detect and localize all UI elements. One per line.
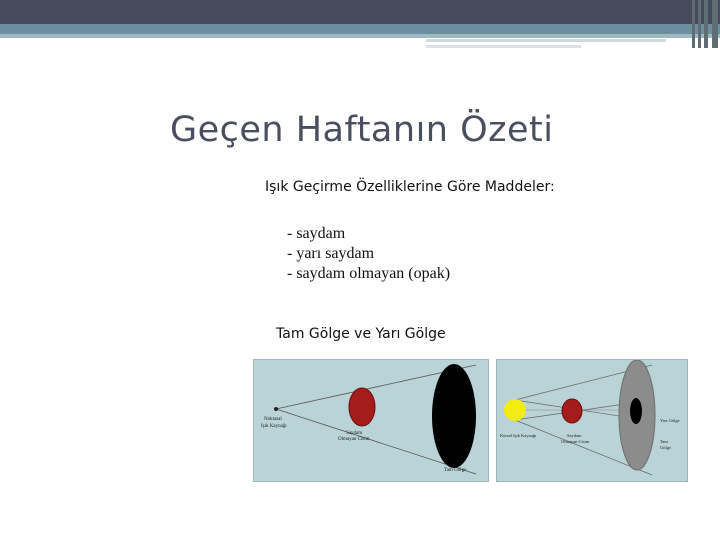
list-item: - yarı saydam xyxy=(287,245,375,262)
label-source: Kürsel Işık Kaynağı xyxy=(500,433,537,438)
label-full-shadow: Gölge xyxy=(660,445,671,450)
sun-light-source xyxy=(504,399,526,421)
list-item: - saydam xyxy=(287,225,346,242)
slide-title: Geçen Haftanın Özeti xyxy=(170,110,554,150)
header-accent-thin xyxy=(0,34,720,38)
label-object: Olmayan Cisim xyxy=(338,437,370,442)
header-bar xyxy=(0,0,720,24)
opaque-object xyxy=(562,399,582,423)
section-heading: Işık Geçirme Özelliklerine Göre Maddeler: xyxy=(265,179,555,195)
label-object: Saydam xyxy=(346,431,363,436)
label-source: Noktasal xyxy=(264,417,282,422)
label-partial-shadow: Yarı Gölge xyxy=(660,418,680,423)
label-object: Saydam xyxy=(567,433,582,438)
header-right-stripes xyxy=(690,0,720,48)
label-source: Işık Kaynağı xyxy=(261,424,287,429)
material-list xyxy=(287,224,450,284)
shadow-area xyxy=(432,364,476,468)
list-item: - saydam olmayan (opak) xyxy=(287,265,451,282)
partial-shadow-diagram xyxy=(496,359,688,482)
point-light-source xyxy=(274,407,278,411)
opaque-object xyxy=(349,388,375,426)
full-shadow-diagram xyxy=(253,359,489,482)
label-shadow: Tam Gölge xyxy=(444,468,467,473)
label-full-shadow: Tam xyxy=(660,439,668,444)
header-accent-band xyxy=(0,24,720,34)
shadow-heading: Tam Gölge ve Yarı Gölge xyxy=(276,326,446,342)
full-shadow-area xyxy=(630,398,642,424)
label-object: Olmayan Cisim xyxy=(561,439,590,444)
decorative-line xyxy=(426,39,666,42)
decorative-line xyxy=(426,45,581,48)
